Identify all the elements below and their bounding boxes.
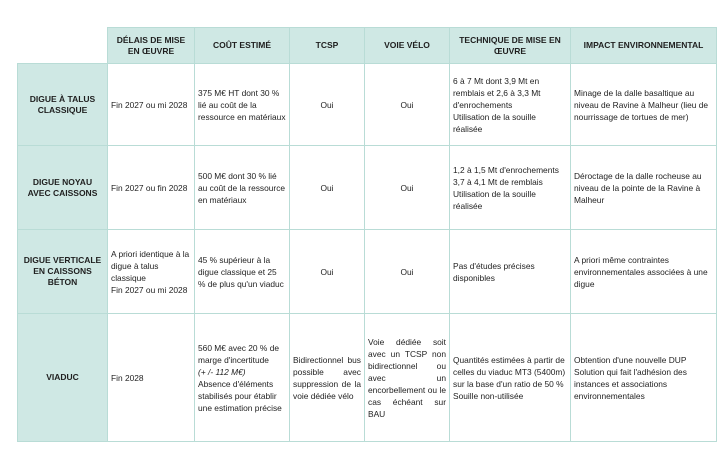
cell-text: 3,7 à 4,1 Mt de remblais (453, 176, 543, 187)
cell-text: Oui (320, 99, 334, 110)
cell-text: Pas d'études précises disponibles (453, 260, 535, 283)
corner-cell (18, 28, 108, 64)
row-header-viaduc: VIADUC (18, 314, 108, 442)
cell-text: 45 % supérieur à la digue classique et 25 % de plus qu'un viaduc (198, 254, 284, 289)
cell-text: A priori identique à la digue à talus classique (111, 248, 190, 283)
cell-technique (450, 146, 571, 230)
cell-delais (108, 314, 195, 442)
cell-text: Oui (320, 266, 334, 277)
cell-impact (571, 146, 717, 230)
cell-impact (571, 64, 717, 146)
cell-text: Fin 2027 ou fin 2028 (111, 182, 188, 193)
cell-text: Voie dédiée soit avec un TCSP non bidirectionnel ou avec un encorbellement ou le cas échéant sur BAU (368, 336, 446, 419)
cell-text: 375 M€ HT dont 30 % lié au coût de la ressource en matériaux (198, 87, 286, 122)
cell-impact (571, 230, 717, 314)
cell-text: Absence d'éléments stabilisés pour établir une estimation précise (198, 378, 282, 413)
cell-text: Utilisation de la souille réalisée (453, 111, 536, 134)
cell-text: Fin 2027 ou mi 2028 (111, 284, 188, 295)
cell-technique (450, 314, 571, 442)
row-header-digue-noyau: DIGUE NOYAU AVEC CAISSONS (18, 146, 108, 230)
header-tcsp: TCSP (290, 28, 365, 64)
cell-text: Fin 2028 (111, 372, 144, 383)
table-row (18, 314, 717, 442)
cell-voie-velo (365, 146, 450, 230)
cell-text: Quantités estimées à partir de celles du viaduc MT3 (5400m) sur la base d'un ratio de 50 % (453, 354, 566, 389)
comparison-table (17, 27, 717, 442)
cell-text: Bidirectionnel bus possible avec suppression de la voie dédiée vélo (293, 354, 361, 401)
cell-text: Obtention d'une nouvelle DUP (574, 354, 687, 365)
cell-voie-velo (365, 230, 450, 314)
table-row (18, 230, 717, 314)
row-header-digue-verticale: DIGUE VERTICALE EN CAISSONS BÉTON (18, 230, 108, 314)
cell-text: 1,2 à 1,5 Mt d'enrochements (453, 164, 559, 175)
cell-text: Déroctage de la dalle rocheuse au niveau de la pointe de la Ravine à Malheur (574, 170, 702, 205)
cell-cout (195, 230, 290, 314)
table-row (18, 146, 717, 230)
cell-voie-velo (365, 314, 450, 442)
cell-tcsp (290, 230, 365, 314)
cell-delais (108, 64, 195, 146)
cell-tcsp (290, 146, 365, 230)
header-cout: COÛT ESTIMÉ (195, 28, 290, 64)
cell-technique (450, 64, 571, 146)
cell-cout (195, 64, 290, 146)
cell-text: Oui (320, 182, 334, 193)
cell-text: Fin 2027 ou mi 2028 (111, 99, 188, 110)
cell-text: Oui (400, 99, 414, 110)
cell-text: Souille non-utilisée (453, 390, 524, 401)
cell-delais (108, 146, 195, 230)
header-impact: IMPACT ENVIRONNEMENTAL (571, 28, 717, 64)
header-delais: DÉLAIS DE MISE EN ŒUVRE (108, 28, 195, 64)
cell-text: 6 à 7 Mt dont 3,9 Mt en remblais et 2,6 à 3,3 Mt d'enrochements (453, 75, 541, 110)
cell-text: 500 M€ dont 30 % lié au coût de la ressource en matériaux (198, 170, 286, 205)
cell-text: Oui (400, 182, 414, 193)
cell-delais (108, 230, 195, 314)
header-row (18, 28, 717, 64)
cell-text: Utilisation de la souille réalisée (453, 188, 536, 211)
cell-technique (450, 230, 571, 314)
cell-cout (195, 314, 290, 442)
table-row (18, 64, 717, 146)
header-technique: TECHNIQUE DE MISE EN ŒUVRE (450, 28, 571, 64)
cell-text: Solution qui fait l'adhésion des instances et associations environnementales (574, 366, 687, 401)
cell-text: Minage de la dalle basaltique au niveau de Ravine à Malheur (lieu de nourrissage de tortues de mer) (574, 87, 709, 122)
cell-text: A priori même contraintes environnementales associées à une digue (574, 254, 708, 289)
cell-voie-velo (365, 64, 450, 146)
cell-text: Oui (400, 266, 414, 277)
cell-tcsp (290, 64, 365, 146)
cell-cout (195, 146, 290, 230)
cell-tcsp (290, 314, 365, 442)
cell-text: (+ /- 112 M€) (198, 366, 246, 377)
cell-impact (571, 314, 717, 442)
comparison-table-wrapper (17, 27, 716, 442)
cell-text: 560 M€ avec 20 % de marge d'incertitude (198, 342, 280, 365)
header-voie-velo: VOIE VÉLO (365, 28, 450, 64)
row-header-digue-talus: DIGUE À TALUS CLASSIQUE (18, 64, 108, 146)
